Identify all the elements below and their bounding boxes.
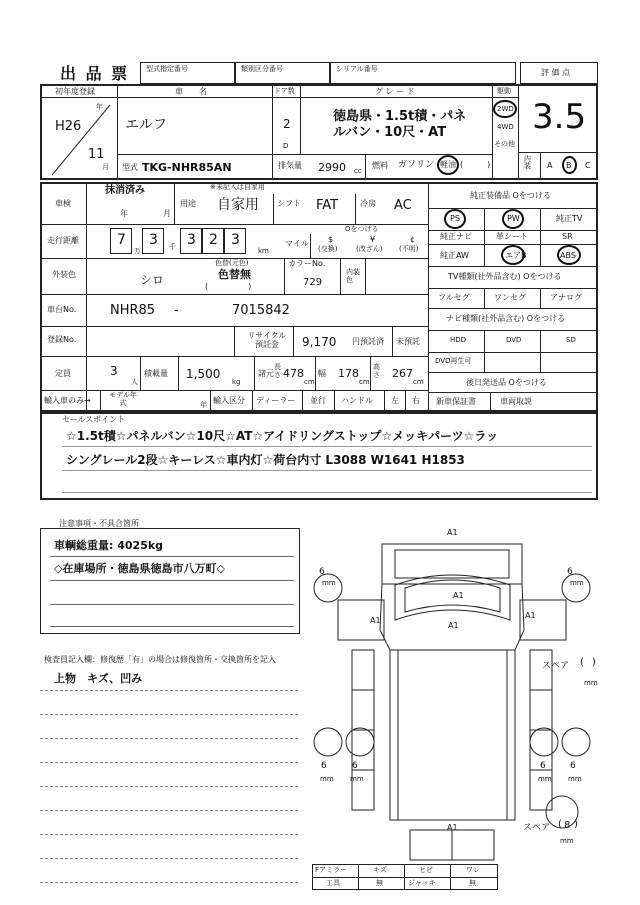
model-year-unit: 年 (200, 401, 207, 409)
spare-bracket-top-close: ) (592, 657, 596, 668)
serial-number-cell (330, 62, 516, 84)
dims-label: 諸元 (258, 369, 274, 378)
diagram-wheel-rl1 (314, 728, 342, 756)
tire-rl1-value: 6 (321, 761, 327, 771)
tire-rr1-unit: mm (538, 775, 552, 783)
import-opt2: 並行 (310, 396, 326, 405)
legend-value-1: 工具 (326, 879, 340, 887)
notes-label: 注意事項・不具合箇所 (59, 519, 139, 528)
exterior-value: シロ (140, 273, 165, 287)
length-label: 長さ (274, 363, 281, 379)
drive-4wd: 4WD (497, 123, 514, 131)
import-label: 輸入車のみ→ (44, 396, 91, 405)
after-warranty: 新車保証書 (436, 397, 476, 406)
chassis-prefix: NHR85 (110, 303, 156, 318)
diagram-wheel-rl2 (346, 728, 374, 756)
displacement-unit: cc (354, 167, 362, 175)
fuel-paren: ( ) (460, 160, 491, 169)
legend-value-3: ジャッキ (408, 879, 436, 887)
truck-diagram (300, 520, 600, 865)
dvd-label: DVD再生可 (435, 357, 472, 365)
shift-value: FAT (316, 198, 339, 213)
interior-c: C (585, 161, 591, 170)
tire-rr2-value: 6 (570, 761, 576, 771)
doors-label: ドア数 (274, 87, 295, 95)
type-label: 型式 (122, 163, 138, 172)
tire-rr2-unit: mm (568, 775, 582, 783)
grade-line1: 徳島県・1.5t積・パネ (333, 109, 467, 124)
navi-title: ナビ種類(社外品含む) Oをつける (446, 314, 566, 323)
after-title: 後日発送品 Oをつける (466, 378, 547, 387)
width-unit: cm (359, 378, 370, 386)
mark-a1-windshield: A1 (453, 591, 464, 600)
length-unit: cm (304, 378, 315, 386)
mark-a1-rear: A1 (447, 823, 458, 832)
inspection-value: 抹消済み (105, 185, 145, 196)
tire-fr-value: 6 (567, 567, 573, 577)
drive-label: 駆動 (497, 87, 511, 95)
meter-f-label: (不明) (399, 245, 419, 253)
chassis-dash: - (174, 303, 179, 318)
spare-bracket-open: ( (558, 819, 562, 830)
meter-x-label: (改ざん) (356, 245, 383, 253)
type-value: TKG-NHR85AN (142, 161, 232, 174)
equip-sr: SR (562, 232, 573, 241)
tire-rl1-unit: mm (320, 775, 334, 783)
navi-hdd: HDD (450, 336, 467, 344)
spare-bracket-close: ) (574, 819, 578, 830)
inspector-line1: 上物 キズ、凹み (54, 672, 143, 685)
diagram-wheel-rr2 (562, 728, 590, 756)
doors-value: 2 (283, 117, 291, 131)
ac-label: 冷房 (360, 199, 376, 208)
displacement-value: 2990 (318, 161, 346, 174)
capacity-unit: 人 (131, 378, 138, 386)
color-change-label: 色替(元色) (215, 259, 249, 267)
notes-line2: ◇在庫場所・徳島県徳島市八万町◇ (54, 562, 225, 575)
import-type-label: 輸入区分 (213, 396, 245, 405)
mileage-digit-1: 7 (117, 232, 126, 248)
meter-f: ¢ (410, 235, 416, 244)
grade-label: グ レ ー ド (375, 87, 415, 96)
fuel-label: 燃料 (372, 161, 388, 170)
inspection-year: 年 (120, 209, 128, 218)
spare-unit-top: mm (584, 679, 598, 687)
navi-sd: SD (566, 336, 576, 344)
month-unit: 月 (102, 163, 109, 171)
legend-header-3: ヒビ (419, 866, 433, 874)
color-change-value: 色替無 (218, 268, 251, 281)
tv-analog: アナログ (550, 293, 582, 302)
mileage-sen: 千 (169, 243, 176, 251)
exterior-label: 外装色 (52, 270, 76, 279)
color-paren: ( ) (205, 282, 252, 291)
usage-value: 自家用 (217, 197, 259, 213)
height-value: 267 (392, 367, 413, 380)
equip-aw: 純正AW (440, 251, 469, 260)
equip-abs: ABS (560, 251, 576, 260)
recycle-label: リサイクル預託金 (247, 331, 287, 350)
equip-ps: PS (450, 214, 460, 223)
meter-s: $ (328, 235, 334, 244)
diagram-right-door (520, 600, 566, 640)
mark-a1-hood: A1 (448, 621, 459, 630)
inspection-month: 月 (163, 209, 171, 218)
serial-number-label: シリアル番号 (336, 65, 378, 73)
first-reg-year: H26 (55, 119, 82, 134)
mileage-km: km (258, 247, 269, 255)
mileage-digit-5: 3 (231, 232, 240, 248)
equip-airbag: エアB (505, 251, 527, 260)
inspector-label: 検査員記入欄：修復歴「有」の場合は修復箇所・交換箇所を記入 (44, 655, 276, 664)
evaluation-header (520, 62, 598, 84)
mark-a1-left: A1 (370, 616, 381, 625)
legend-header-2: キズ (373, 866, 387, 874)
evaluation-score: 3.5 (532, 97, 587, 137)
mark-a1-right: A1 (525, 611, 536, 620)
drive-other: その他 (494, 140, 515, 148)
chassis-number: 7015842 (232, 303, 290, 318)
interior-label: 内装 (524, 155, 531, 170)
color-no-value: 729 (303, 277, 323, 288)
spare-unit-bottom: mm (560, 837, 574, 845)
grade-line2: ルバン・10尺・AT (333, 125, 447, 140)
capacity-value: 3 (110, 364, 118, 378)
model-designation-cell (140, 62, 235, 84)
equip-pw: PW (507, 214, 520, 223)
car-name-value: エルフ (125, 117, 167, 133)
first-reg-month: 11 (88, 147, 105, 162)
handle-label: ハンドル (341, 396, 373, 405)
tire-rl2-value: 6 (352, 761, 358, 771)
model-year-label: モデル年式 (109, 391, 137, 407)
capacity-label: 定員 (55, 369, 71, 378)
legend-value-4: 無 (469, 879, 476, 887)
load-unit: kg (232, 378, 241, 386)
genuine-title: 純正装備品 Oをつける (470, 191, 551, 200)
evaluation-label: 評 価 点 (541, 68, 571, 77)
legend-header-4: ワレ (466, 866, 480, 874)
mark-a1-roof: A1 (447, 528, 458, 537)
legend-header-1: Fアミラー (315, 866, 348, 874)
tire-rr1-value: 6 (540, 761, 546, 771)
reg-no-label: 登録No. (47, 335, 77, 344)
model-designation-label: 型式指定番号 (146, 65, 188, 73)
shift-label: シフト (277, 199, 301, 208)
spare-value-bottom: 8 (564, 820, 571, 831)
displacement-label: 排気量 (278, 161, 302, 170)
sales-point-label: セールスポイント (62, 415, 126, 424)
ac-value: AC (394, 198, 412, 213)
sales-point-line2: シングレール2段☆キーレス☆車内灯☆荷台内寸 L3088 W1641 H1853 (66, 453, 465, 467)
sheet-title: 出 品 票 (60, 64, 130, 83)
tv-fullseg: フルセグ (438, 293, 470, 302)
interior-a: A (547, 161, 553, 170)
notes-line1: 車輌総重量: 4025kg (54, 539, 164, 552)
mileage-digit-2: 3 (149, 232, 158, 248)
tv-oneseg: ワンセグ (494, 293, 526, 302)
legend-value-2: 無 (376, 879, 383, 887)
meter-x: ¥ (370, 235, 376, 244)
recycle-status: 未預託 (396, 337, 420, 346)
drive-2wd: 2WD (497, 105, 514, 113)
usage-label: 用途 (180, 199, 196, 208)
equip-tv: 純正TV (556, 214, 583, 223)
spare-label-bottom: スペア (523, 823, 551, 833)
diagram-body-outline (380, 630, 524, 820)
after-manual: 車両取説 (500, 397, 532, 406)
fuel-value: ガソリン (398, 160, 435, 170)
color-no-label: カラーNo. (288, 259, 326, 268)
chassis-label: 車台No. (47, 305, 77, 314)
mileage-digit-3: 3 (187, 232, 196, 248)
tire-fl-unit: mm (322, 579, 336, 587)
meter-s-label: (交換) (318, 245, 338, 253)
first-reg-label: 初年度登録 (55, 87, 95, 96)
equip-navi: 純正ナビ (440, 232, 472, 241)
year-unit: 年 (96, 103, 103, 111)
recycle-unit: 円預託済 (352, 337, 384, 346)
length-value: 478 (283, 367, 304, 380)
sales-point-line1: ☆1.5t積☆パネルバン☆10尺☆AT☆アイドリングストップ☆メッキパーツ☆ラッ (66, 429, 499, 443)
height-label: 高さ (373, 363, 380, 379)
diagram-roof-inner (395, 550, 509, 578)
mileage-label: 走行距離 (47, 236, 79, 245)
fuel-light: 軽油 (440, 160, 456, 169)
category-number-cell (235, 62, 330, 84)
handle-left: 左 (391, 396, 399, 405)
recycle-value: 9,170 (302, 335, 337, 349)
car-name-label: 車 名 (175, 87, 207, 96)
mileage-man: 万 (134, 247, 141, 255)
width-label: 幅 (318, 369, 326, 378)
doors-sub: D (283, 142, 289, 150)
tire-rl2-unit: mm (350, 775, 364, 783)
diagram-wheel-rr1 (530, 728, 558, 756)
load-label: 積載量 (144, 369, 168, 378)
interior-b: B (566, 161, 572, 170)
equip-leather: 革シート (496, 232, 528, 241)
tire-fr-unit: mm (570, 579, 584, 587)
height-unit: cm (413, 378, 424, 386)
width-value: 178 (338, 367, 359, 380)
interior-color-label: 内装色 (346, 268, 360, 285)
meter-circle-note: Oをつける (345, 225, 379, 233)
category-number-label: 類別区分番号 (241, 65, 283, 73)
usage-note: ※未記入は自家用 (210, 183, 265, 191)
import-opt1: ディーラー (256, 396, 296, 405)
meter-label: マイル (285, 239, 309, 248)
mileage-digit-4: 2 (209, 232, 218, 248)
tv-title: TV種類(社外品含む) Oをつける (448, 272, 562, 281)
handle-right: 右 (412, 396, 420, 405)
load-value: 1,500 (186, 367, 221, 381)
spare-label-top: スペア (542, 661, 570, 671)
spare-bracket-top: ( (580, 657, 584, 668)
inspection-label: 車検 (55, 199, 71, 208)
navi-dvd: DVD (506, 336, 522, 344)
tire-fl-value: 6 (319, 567, 325, 577)
